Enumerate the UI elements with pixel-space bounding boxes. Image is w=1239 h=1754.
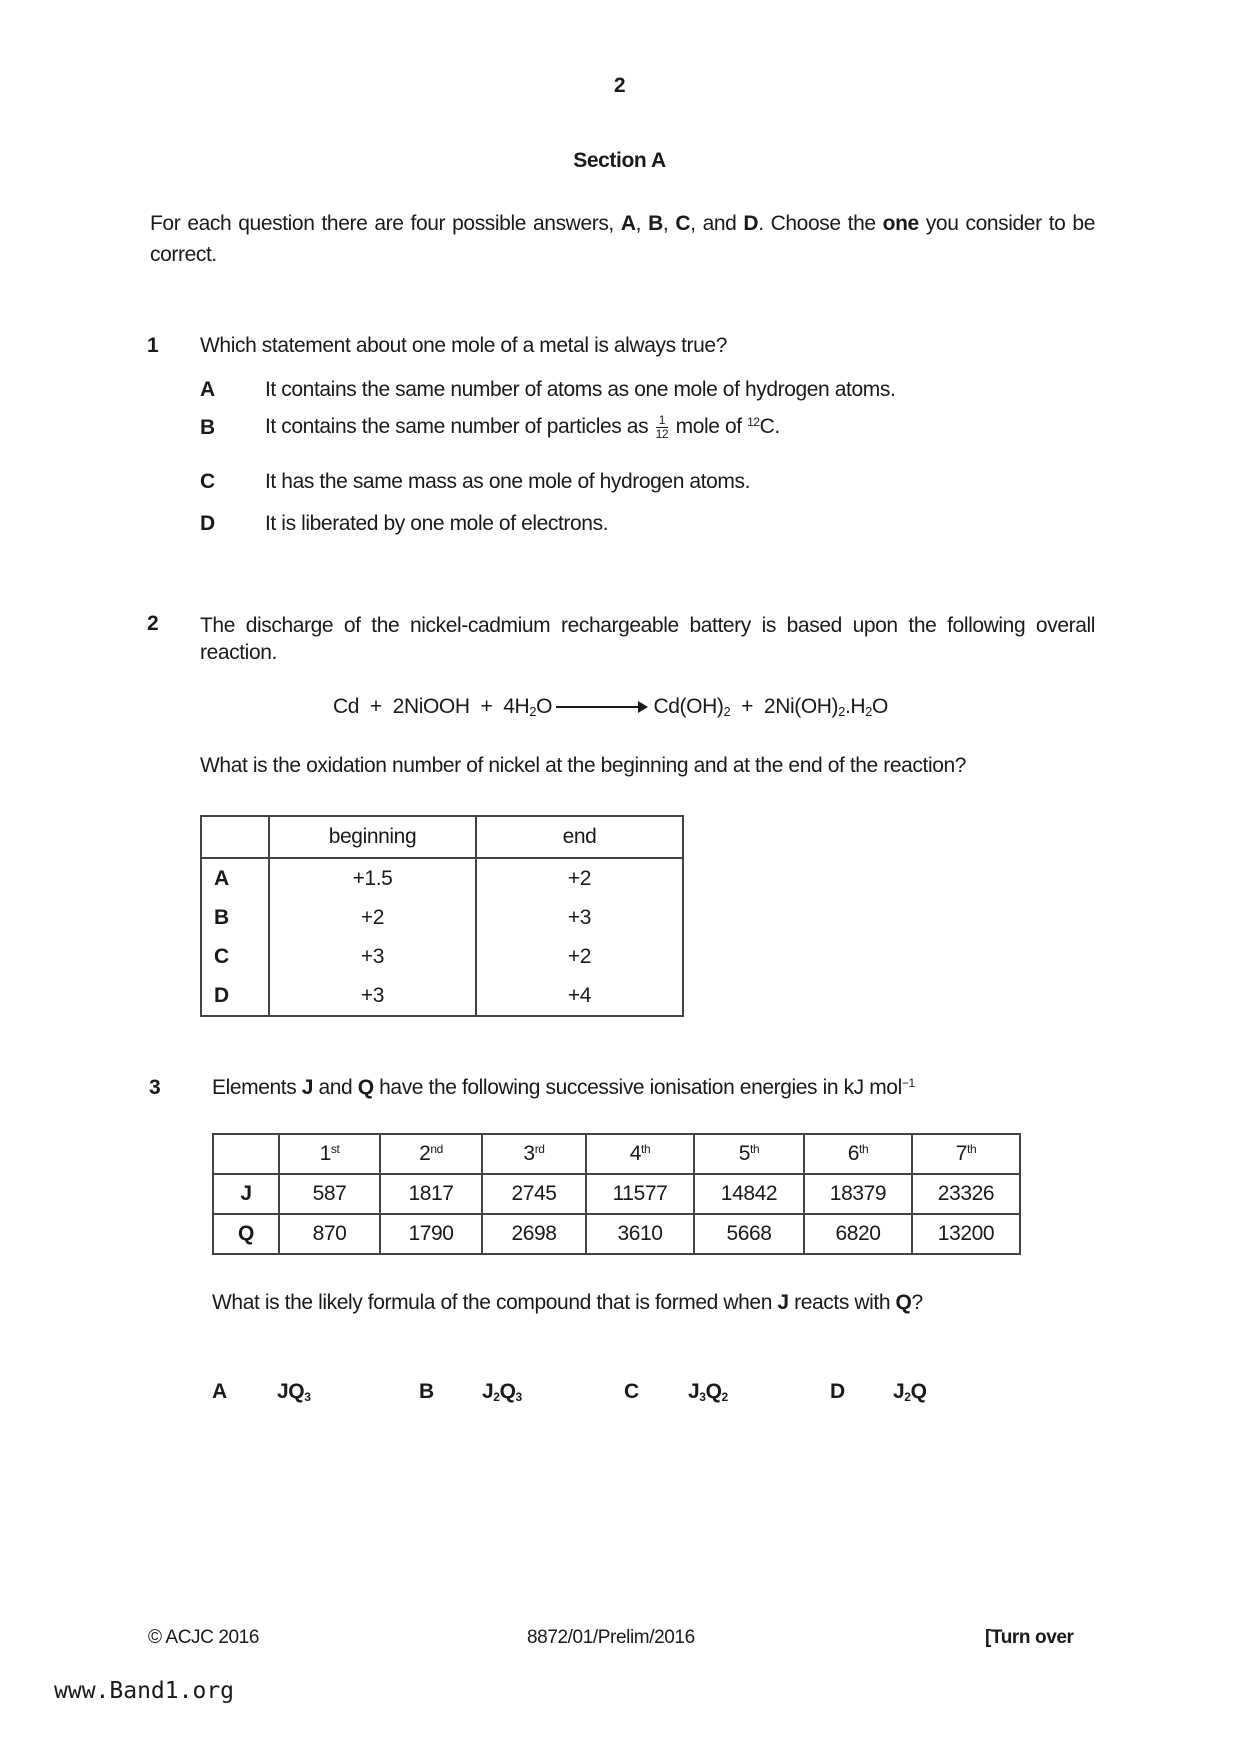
instructions-letter-b: B bbox=[648, 212, 663, 235]
question-3-prompt bbox=[212, 1287, 1017, 1318]
reactant-niooh: 2NiOOH bbox=[392, 695, 470, 718]
instructions bbox=[150, 208, 1095, 270]
q1-option-b-text-part: mole of bbox=[670, 415, 748, 439]
instructions-text: you consider to be correct. bbox=[150, 212, 1095, 266]
reaction-arrow-icon bbox=[556, 706, 646, 708]
table-header-cell bbox=[804, 1134, 912, 1174]
copyright: © ACJC 2016 bbox=[148, 1627, 259, 1648]
instructions-text: For each question there are four possible answers, bbox=[150, 212, 621, 235]
q3-option-d-letter: D bbox=[830, 1380, 845, 1403]
formula-part: 2Ni(OH) bbox=[763, 695, 839, 718]
reactant-cd: Cd bbox=[333, 695, 360, 718]
element-j: J bbox=[301, 1076, 314, 1099]
subscript: 2 bbox=[838, 704, 845, 719]
row-label: C bbox=[201, 937, 269, 976]
ordinal-number: 3 bbox=[523, 1142, 535, 1165]
row-label: D bbox=[201, 976, 269, 1016]
formula-part: J bbox=[688, 1380, 700, 1403]
ordinal-suffix: th bbox=[967, 1142, 977, 1156]
formula-part: O bbox=[872, 695, 888, 718]
page-number: 2 bbox=[613, 74, 626, 97]
q1-option-a-letter: A bbox=[200, 378, 215, 401]
table-cell: 5668 bbox=[694, 1214, 804, 1254]
table-row bbox=[201, 858, 683, 898]
table-cell: +1.5 bbox=[269, 858, 476, 898]
table-cell: +2 bbox=[476, 937, 683, 976]
table-cell: 23326 bbox=[912, 1174, 1020, 1214]
q3-option-b-formula bbox=[482, 1380, 522, 1404]
question-2-number: 2 bbox=[147, 612, 159, 635]
question-1-stem: Which statement about one mole of a metal is always true? bbox=[200, 334, 727, 357]
table-cell: 2698 bbox=[482, 1214, 586, 1254]
q1-option-c-letter: C bbox=[200, 470, 215, 493]
plus-sign: + bbox=[741, 695, 754, 718]
table-header-row bbox=[213, 1134, 1020, 1174]
prompt-text: What is the likely formula of the compound that is formed when bbox=[212, 1291, 778, 1314]
q3-option-a-letter: A bbox=[212, 1380, 227, 1403]
table-header-cell bbox=[380, 1134, 482, 1174]
section-title: Section A bbox=[573, 149, 666, 172]
prompt-text: ? bbox=[911, 1291, 923, 1314]
turn-over-note: [Turn over bbox=[985, 1627, 1074, 1648]
formula-part: J bbox=[482, 1380, 494, 1403]
ordinal-number: 2 bbox=[419, 1142, 431, 1165]
product-ni-hydroxide bbox=[764, 695, 888, 718]
table-cell: 3610 bbox=[586, 1214, 694, 1254]
ordinal-number: 5 bbox=[738, 1142, 751, 1165]
table-header-cell bbox=[213, 1134, 279, 1174]
table-cell: 1817 bbox=[380, 1174, 482, 1214]
table-row bbox=[213, 1214, 1020, 1254]
subscript: 3 bbox=[515, 1390, 522, 1404]
subscript: 3 bbox=[699, 1390, 706, 1404]
fraction-numerator: 1 bbox=[656, 414, 669, 428]
ordinal-suffix: st bbox=[330, 1142, 340, 1156]
table-row bbox=[213, 1174, 1020, 1214]
ordinal-number: 1 bbox=[319, 1142, 331, 1165]
table-header-cell: end bbox=[476, 816, 683, 858]
q1-option-b-text-part: C. bbox=[759, 415, 780, 439]
table-cell: 870 bbox=[279, 1214, 380, 1254]
paper-code: 8872/01/Prelim/2016 bbox=[527, 1627, 695, 1648]
formula-part: J bbox=[893, 1380, 905, 1403]
subscript: 2 bbox=[493, 1390, 500, 1404]
unit-superscript: −1 bbox=[901, 1076, 915, 1090]
formula-part: JQ bbox=[277, 1380, 305, 1403]
formula-part: O bbox=[536, 695, 553, 718]
ordinal-suffix: th bbox=[641, 1142, 651, 1156]
subscript: 3 bbox=[304, 1390, 311, 1404]
table-cell: 1790 bbox=[380, 1214, 482, 1254]
subscript: 2 bbox=[529, 704, 537, 719]
stem-text: and bbox=[313, 1076, 358, 1099]
table-header-cell bbox=[694, 1134, 804, 1174]
q1-option-a-text: It contains the same number of atoms as one mole of hydrogen atoms. bbox=[265, 378, 896, 401]
q1-option-d-text: It is liberated by one mole of electrons. bbox=[265, 512, 609, 535]
table-cell: 587 bbox=[279, 1174, 380, 1214]
q3-option-d-formula bbox=[893, 1380, 927, 1404]
stem-text: Elements bbox=[212, 1076, 302, 1099]
table-header-cell bbox=[912, 1134, 1020, 1174]
instructions-sep: , bbox=[662, 212, 676, 235]
table-cell: 14842 bbox=[694, 1174, 804, 1214]
element-j: J bbox=[777, 1291, 789, 1314]
formula-part: Q bbox=[499, 1380, 516, 1403]
stem-text: have the following successive ionisation energies in kJ mol bbox=[373, 1076, 902, 1099]
row-label: B bbox=[201, 898, 269, 937]
instructions-sep: , and bbox=[690, 212, 744, 235]
table-cell: 2745 bbox=[482, 1174, 586, 1214]
instructions-text: . Choose the bbox=[758, 212, 883, 235]
table-cell: +3 bbox=[476, 898, 683, 937]
plus-sign: + bbox=[480, 695, 493, 718]
formula-part: Q bbox=[705, 1380, 722, 1403]
question-2-stem: The discharge of the nickel-cadmium rechargeable battery is based upon the following overall reaction. bbox=[200, 614, 1095, 664]
q1-option-c-text: It has the same mass as one mole of hydrogen atoms. bbox=[265, 470, 751, 493]
q3-option-c-letter: C bbox=[624, 1380, 639, 1403]
ordinal-number: 4 bbox=[629, 1142, 642, 1165]
instructions-letter-d: D bbox=[743, 212, 759, 235]
ordinal-suffix: th bbox=[859, 1142, 869, 1156]
question-1-number: 1 bbox=[147, 334, 159, 357]
row-label: Q bbox=[213, 1214, 279, 1254]
table-cell: +2 bbox=[476, 858, 683, 898]
table-header-cell bbox=[279, 1134, 380, 1174]
subscript: 2 bbox=[865, 704, 873, 719]
question-2-prompt: What is the oxidation number of nickel at the beginning and at the end of the reaction? bbox=[200, 754, 967, 777]
question-3-stem bbox=[212, 1076, 915, 1100]
fraction-denominator: 12 bbox=[655, 427, 669, 441]
table-cell: +2 bbox=[269, 898, 476, 937]
table-cell: +3 bbox=[269, 976, 476, 1016]
oxidation-number-table bbox=[200, 815, 684, 1017]
ordinal-suffix: rd bbox=[534, 1142, 545, 1156]
instructions-letter-c: C bbox=[675, 212, 691, 235]
product-cd-hydroxide bbox=[654, 695, 731, 718]
isotope-mass-number: 12 bbox=[747, 415, 760, 430]
subscript: 2 bbox=[721, 1390, 728, 1404]
formula-part: 4H bbox=[503, 695, 530, 718]
table-cell: +3 bbox=[269, 937, 476, 976]
q1-option-b-text bbox=[265, 414, 780, 441]
table-header-row bbox=[201, 816, 683, 858]
element-q: Q bbox=[357, 1076, 374, 1099]
instructions-letter-a: A bbox=[620, 212, 636, 235]
plus-sign: + bbox=[369, 695, 382, 718]
q3-option-c-formula bbox=[688, 1380, 728, 1404]
chemical-equation bbox=[333, 695, 888, 719]
table-cell: 18379 bbox=[804, 1174, 912, 1214]
table-header-cell bbox=[482, 1134, 586, 1174]
table-row bbox=[201, 937, 683, 976]
ordinal-suffix: nd bbox=[430, 1142, 443, 1156]
reactant-water bbox=[503, 695, 552, 718]
formula-part: Cd(OH) bbox=[653, 695, 724, 718]
ordinal-number: 6 bbox=[847, 1142, 860, 1165]
row-label: A bbox=[201, 858, 269, 898]
table-cell: +4 bbox=[476, 976, 683, 1016]
instructions-sep: , bbox=[635, 212, 649, 235]
subscript: 2 bbox=[904, 1390, 911, 1404]
ordinal-number: 7 bbox=[955, 1142, 968, 1165]
q3-option-b-letter: B bbox=[419, 1380, 434, 1403]
table-header-cell: beginning bbox=[269, 816, 476, 858]
formula-part: Q bbox=[910, 1380, 927, 1403]
question-3-number: 3 bbox=[149, 1076, 161, 1099]
table-header-cell bbox=[586, 1134, 694, 1174]
ionisation-energy-table bbox=[212, 1133, 1021, 1255]
table-cell: 11577 bbox=[586, 1174, 694, 1214]
formula-part: .H bbox=[844, 695, 866, 718]
row-label: J bbox=[213, 1174, 279, 1214]
instructions-emphasis: one bbox=[882, 212, 919, 235]
table-row bbox=[201, 976, 683, 1016]
prompt-text: reacts with bbox=[788, 1291, 896, 1314]
table-cell: 13200 bbox=[912, 1214, 1020, 1254]
table-header-cell bbox=[201, 816, 269, 858]
element-q: Q bbox=[895, 1291, 912, 1314]
q1-option-b-letter: B bbox=[200, 416, 215, 439]
table-cell: 6820 bbox=[804, 1214, 912, 1254]
fraction bbox=[656, 414, 669, 441]
ordinal-suffix: th bbox=[750, 1142, 760, 1156]
q1-option-d-letter: D bbox=[200, 512, 215, 535]
table-row bbox=[201, 898, 683, 937]
watermark: www.Band1.org bbox=[54, 1678, 235, 1704]
subscript: 2 bbox=[723, 704, 731, 719]
q1-option-b-text-part: It contains the same number of particles as bbox=[265, 415, 654, 439]
q3-option-a-formula bbox=[277, 1380, 311, 1404]
